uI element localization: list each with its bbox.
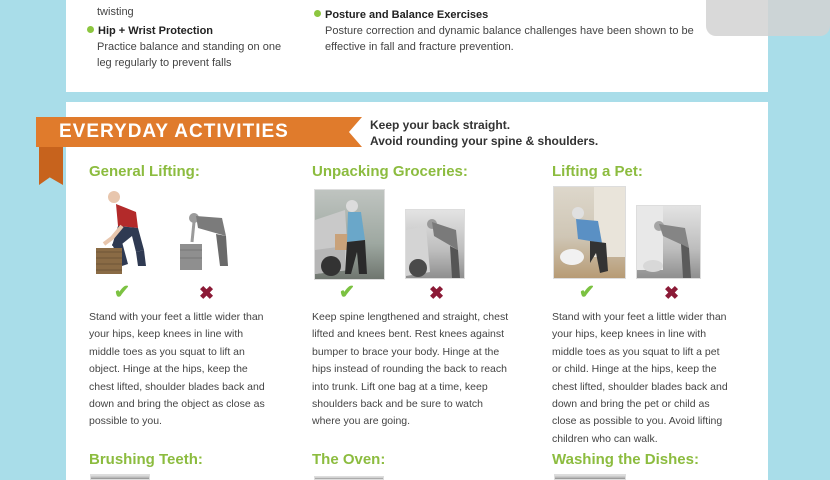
section-title-washing-dishes: Washing the Dishes: [552, 451, 699, 468]
description-lifting-a-pet: Stand with your feet a little wider than your hips, keep knees in line with middle toes as you squat to lift a pet or child. Hinge at the hips, keep the chest lifted, shoulder blades back and down and bring the pet or child as close as possible to you. Avoid lifting children who can walk. [552, 311, 728, 445]
bullet-icon [314, 10, 321, 17]
floating-overlay[interactable] [706, 0, 830, 36]
correct-lifting-illustration [92, 186, 162, 278]
incorrect-pet-lift-photo [636, 205, 701, 279]
cut-off-text: twisting [97, 6, 134, 18]
correct-check-icon: ✔ [339, 282, 355, 303]
banner-title: EVERYDAY ACTIVITIES [59, 121, 289, 142]
washing-dishes-photo-top [554, 474, 626, 480]
section-title-general-lifting: General Lifting: [89, 163, 200, 180]
section-title-the-oven: The Oven: [312, 451, 386, 468]
tip-text-hip-wrist: Practice balance and standing on one leg regularly to prevent falls [97, 41, 282, 69]
correct-check-icon: ✔ [579, 282, 595, 303]
section-title-lifting-a-pet: Lifting a Pet: [552, 163, 643, 180]
description-general-lifting: Stand with your feet a little wider than your hips, keep knees in line with middle toes as you squat to lift an object. Hinge at the hips, keep the chest lifted, shoulder blades back and down and bring the object as close as possible to you. [89, 311, 265, 428]
banner-subtitle: Keep your back straight. Avoid rounding your spine & shoulders. [370, 118, 599, 148]
incorrect-groceries-photo [405, 209, 465, 279]
banner-ribbon-tail [39, 147, 63, 185]
tip-title-posture: Posture and Balance Exercises [314, 8, 488, 23]
tip-text-posture: Posture correction and dynamic balance challenges have been shown to be effective in fall and fracture prevention. [325, 25, 694, 53]
correct-pet-lift-photo [553, 186, 626, 279]
incorrect-x-icon: ✖ [199, 283, 215, 303]
section-title-brushing-teeth: Brushing Teeth: [89, 451, 203, 468]
incorrect-x-icon: ✖ [664, 283, 680, 303]
correct-groceries-photo [314, 189, 385, 280]
correct-check-icon: ✔ [114, 282, 130, 303]
incorrect-lifting-illustration [176, 208, 236, 274]
oven-photo-top [314, 476, 384, 480]
section-title-unpacking-groceries: Unpacking Groceries: [312, 163, 468, 180]
brushing-teeth-photo-top [90, 474, 150, 480]
tip-title-hip-wrist: Hip + Wrist Protection [87, 24, 213, 39]
incorrect-x-icon: ✖ [429, 283, 445, 303]
bullet-icon [87, 26, 94, 33]
description-unpacking-groceries: Keep spine lengthened and straight, chest lifted and knees bent. Rest knees against bumper to brace your body. Hinge at the hips instead of rounding the back to reach into trunk. Lift one bag at a time, keep shoulders back and be sure to watch where you are going. [312, 311, 509, 428]
